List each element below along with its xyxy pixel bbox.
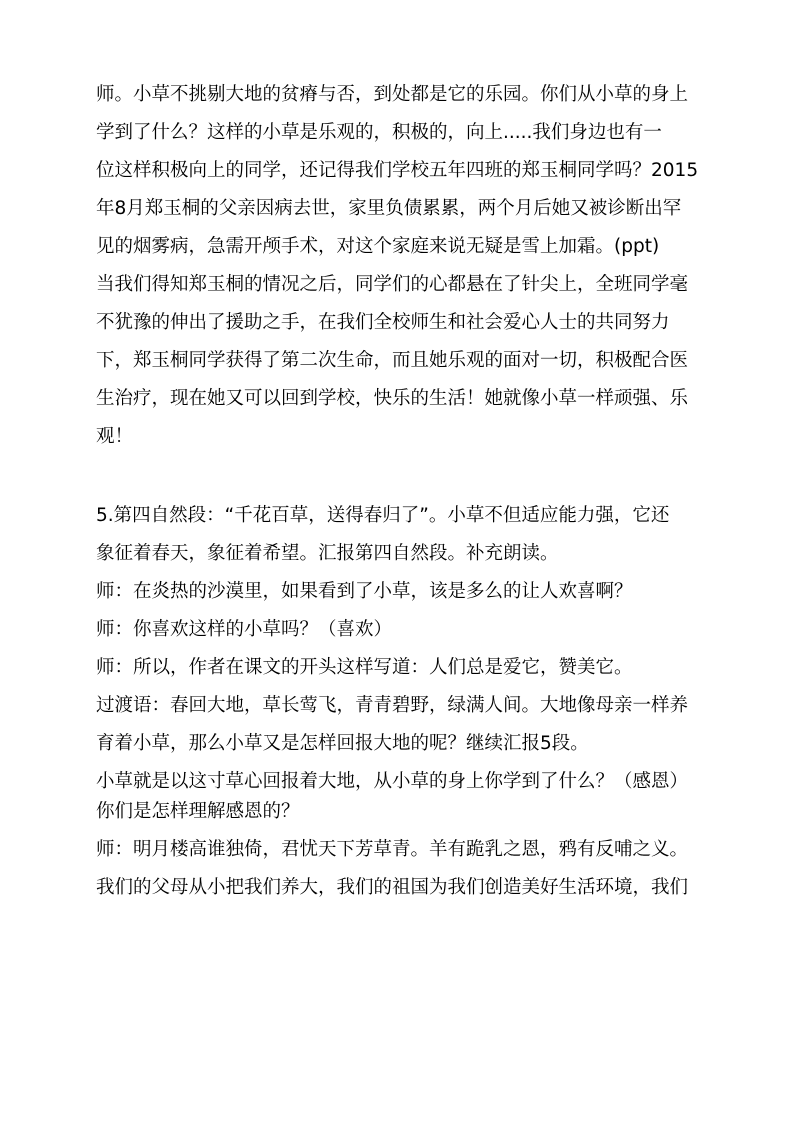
text-line: 育着小草，那么小草又是怎样回报大地的呢？继续汇报5段。 <box>96 733 589 754</box>
text-line: 师。小草不挑剔大地的贫瘠与否，到处都是它的乐园。你们从小草的身上 <box>96 84 689 105</box>
text-line: 观！ <box>96 426 134 447</box>
text-line: 不犹豫的伸出了援助之手，在我们全校师生和社会爱心人士的共同努力 <box>96 312 670 333</box>
text-line: 我们的父母从小把我们养大，我们的祖国为我们创造美好生活环境，我们 <box>96 877 689 898</box>
text-line: 小草就是以这寸草心回报着大地，从小草的身上你学到了什么？（感恩） <box>96 771 689 792</box>
text-line: 师：所以，作者在课文的开头这样写道：人们总是爱它，赞美它。 <box>96 657 633 678</box>
text-line: 5.第四自然段：“千花百草，送得春归了”。小草不但适应能力强，它还 <box>96 505 670 526</box>
text-line: 师：在炎热的沙漠里，如果看到了小草，该是多么的让人欢喜啊？ <box>96 581 633 602</box>
text-line: 师：你喜欢这样的小草吗？（喜欢） <box>96 619 393 640</box>
text-line: 见的烟雾病，急需开颅手术，对这个家庭来说无疑是雪上加霜。(ppt) <box>96 236 660 257</box>
text-line: 师：明月楼高谁独倚，君忧天下芳草青。羊有跪乳之恩，鸦有反哺之义。 <box>96 839 689 860</box>
text-line: 下，郑玉桐同学获得了第二次生命，而且她乐观的面对一切，积极配合医 <box>96 350 689 371</box>
text-line: 年8月郑玉桐的父亲因病去世，家里负债累累，两个月后她又被诊断出罕 <box>96 198 682 219</box>
text-line: 当我们得知郑玉桐的情况之后，同学们的心都悬在了针尖上，全班同学毫 <box>96 274 689 295</box>
text-line: 学到了什么？这样的小草是乐观的，积极的，向上.....我们身边也有一 <box>96 122 662 143</box>
text-line: 生治疗，现在她又可以回到学校，快乐的生活！她就像小草一样顽强、乐 <box>96 388 689 409</box>
text-line: 你们是怎样理解感恩的？ <box>96 801 300 822</box>
text-line: 过渡语：春回大地，草长莺飞，青青碧野，绿满人间。大地像母亲一样养 <box>96 695 689 716</box>
text-line: 位这样积极向上的同学，还记得我们学校五年四班的郑玉桐同学吗？2015 <box>96 160 699 181</box>
text-line: 象征着春天，象征着希望。汇报第四自然段。补充朗读。 <box>96 543 559 564</box>
